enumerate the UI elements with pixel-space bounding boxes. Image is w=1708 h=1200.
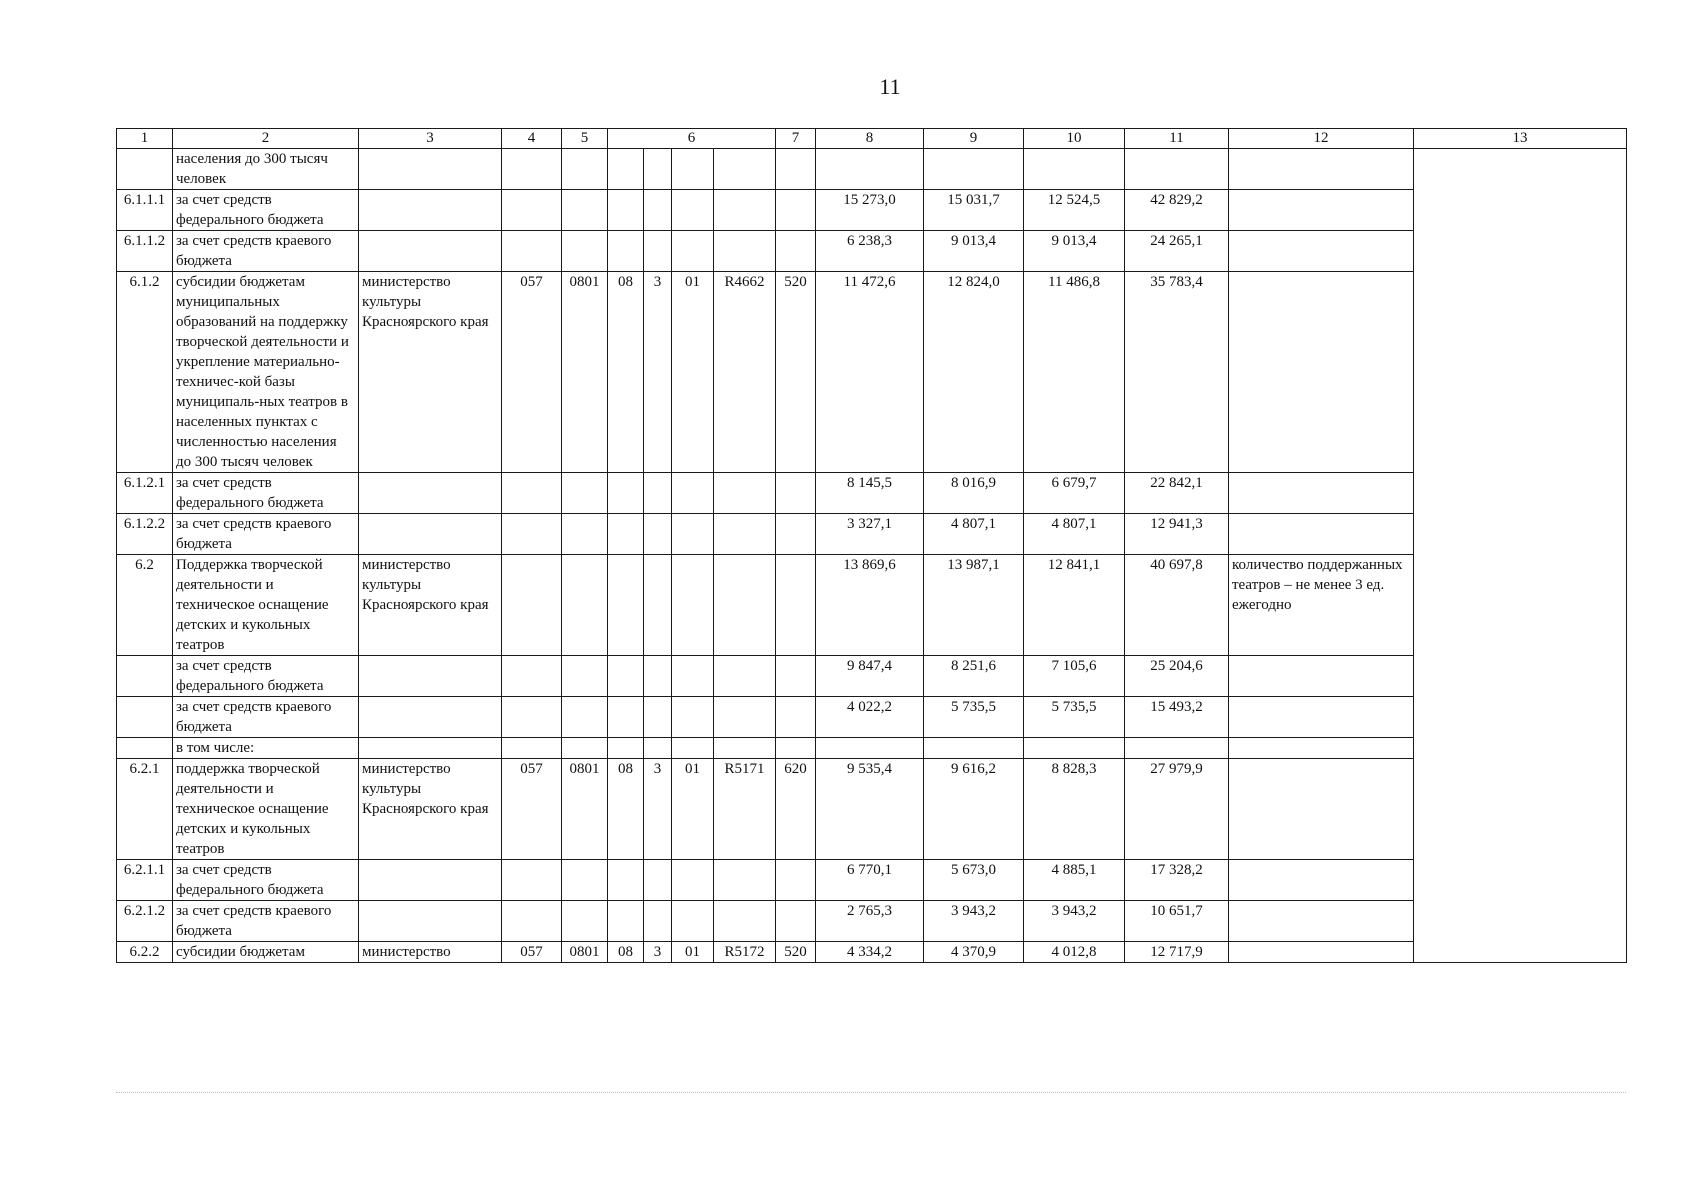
amount-col-10: 12 524,5 xyxy=(1024,190,1125,231)
amount-col-9: 12 824,0 xyxy=(924,272,1024,473)
code-col-6-program xyxy=(608,149,644,190)
header-col-2: 2 xyxy=(173,129,359,149)
code-col-5 xyxy=(562,231,608,272)
code-col-6-subprogram xyxy=(644,149,672,190)
amount-col-11: 12 717,9 xyxy=(1125,942,1229,963)
code-col-6-subprogram xyxy=(644,231,672,272)
header-col-8: 8 xyxy=(816,129,924,149)
code-col-6-event: 01 xyxy=(672,272,714,473)
code-col-6-program xyxy=(608,555,644,656)
code-col-7 xyxy=(776,738,816,759)
header-row xyxy=(117,129,1627,149)
amount-col-9: 3 943,2 xyxy=(924,901,1024,942)
code-col-6-program xyxy=(608,738,644,759)
code-col-6-direction xyxy=(714,473,776,514)
code-col-7: 520 xyxy=(776,942,816,963)
code-col-7 xyxy=(776,514,816,555)
code-col-4: 057 xyxy=(502,272,562,473)
code-col-6-event xyxy=(672,860,714,901)
code-col-5 xyxy=(562,901,608,942)
code-col-5 xyxy=(562,149,608,190)
expected-result xyxy=(1229,942,1414,963)
code-col-6-event xyxy=(672,231,714,272)
expected-result xyxy=(1229,759,1414,860)
responsible-department xyxy=(359,860,502,901)
code-col-5 xyxy=(562,514,608,555)
amount-col-9: 4 807,1 xyxy=(924,514,1024,555)
code-col-7 xyxy=(776,149,816,190)
row-number: 6.2.1.2 xyxy=(117,901,173,942)
code-col-5 xyxy=(562,860,608,901)
expected-result xyxy=(1229,231,1414,272)
amount-col-8: 11 472,6 xyxy=(816,272,924,473)
code-col-7 xyxy=(776,697,816,738)
code-col-4 xyxy=(502,656,562,697)
code-col-6-program xyxy=(608,190,644,231)
code-col-5 xyxy=(562,738,608,759)
amount-col-11: 15 493,2 xyxy=(1125,697,1229,738)
expected-result xyxy=(1229,656,1414,697)
code-col-6-direction: R4662 xyxy=(714,272,776,473)
row-number xyxy=(117,738,173,759)
amount-col-9: 5 735,5 xyxy=(924,697,1024,738)
code-col-4 xyxy=(502,860,562,901)
table-row xyxy=(117,697,1627,738)
amount-col-10: 11 486,8 xyxy=(1024,272,1125,473)
code-col-6-subprogram xyxy=(644,514,672,555)
amount-col-9: 8 016,9 xyxy=(924,473,1024,514)
code-col-6-direction xyxy=(714,901,776,942)
amount-col-11: 35 783,4 xyxy=(1125,272,1229,473)
code-col-5: 0801 xyxy=(562,759,608,860)
header-col-5: 5 xyxy=(562,129,608,149)
amount-col-11: 10 651,7 xyxy=(1125,901,1229,942)
amount-col-10: 7 105,6 xyxy=(1024,656,1125,697)
amount-col-10: 5 735,5 xyxy=(1024,697,1125,738)
amount-col-8: 3 327,1 xyxy=(816,514,924,555)
code-col-4 xyxy=(502,149,562,190)
responsible-department xyxy=(359,901,502,942)
event-name: Поддержка творческой деятельности и техническое оснащение детских и кукольных театров xyxy=(173,555,359,656)
amount-col-8 xyxy=(816,738,924,759)
event-name: за счет средств краевого бюджета xyxy=(173,697,359,738)
event-name: за счет средств краевого бюджета xyxy=(173,514,359,555)
code-col-4: 057 xyxy=(502,759,562,860)
row-number xyxy=(117,656,173,697)
budget-table xyxy=(116,128,1627,963)
table-row xyxy=(117,149,1627,190)
amount-col-9: 4 370,9 xyxy=(924,942,1024,963)
row-number: 6.2 xyxy=(117,555,173,656)
event-name: за счет средств краевого бюджета xyxy=(173,901,359,942)
row-number xyxy=(117,149,173,190)
code-col-5 xyxy=(562,473,608,514)
header-col-10: 10 xyxy=(1024,129,1125,149)
amount-col-9: 13 987,1 xyxy=(924,555,1024,656)
row-number: 6.2.2 xyxy=(117,942,173,963)
code-col-6-subprogram xyxy=(644,555,672,656)
code-col-6-program xyxy=(608,860,644,901)
code-col-4 xyxy=(502,514,562,555)
responsible-department: министерство xyxy=(359,942,502,963)
responsible-department xyxy=(359,231,502,272)
code-col-6-subprogram: 3 xyxy=(644,759,672,860)
code-col-6-direction xyxy=(714,231,776,272)
amount-col-8 xyxy=(816,149,924,190)
event-name: поддержка творческой деятельности и техническое оснащение детских и кукольных театров xyxy=(173,759,359,860)
code-col-6-event xyxy=(672,514,714,555)
amount-col-8: 4 022,2 xyxy=(816,697,924,738)
table-row xyxy=(117,942,1627,963)
responsible-department: министерство культуры Красноярского края xyxy=(359,555,502,656)
row-number: 6.1.2.2 xyxy=(117,514,173,555)
code-col-7 xyxy=(776,860,816,901)
code-col-6-event xyxy=(672,738,714,759)
code-col-6-event xyxy=(672,473,714,514)
code-col-6-direction: R5172 xyxy=(714,942,776,963)
amount-col-10: 4 012,8 xyxy=(1024,942,1125,963)
row-number: 6.1.2.1 xyxy=(117,473,173,514)
header-col-12: 12 xyxy=(1229,129,1414,149)
code-col-7: 620 xyxy=(776,759,816,860)
code-col-6-program: 08 xyxy=(608,759,644,860)
table-row xyxy=(117,231,1627,272)
code-col-4 xyxy=(502,231,562,272)
event-name: за счет средств федерального бюджета xyxy=(173,860,359,901)
amount-col-11: 24 265,1 xyxy=(1125,231,1229,272)
expected-result xyxy=(1229,697,1414,738)
code-col-4 xyxy=(502,738,562,759)
row-number: 6.2.1.1 xyxy=(117,860,173,901)
code-col-6-direction xyxy=(714,860,776,901)
code-col-6-direction xyxy=(714,738,776,759)
code-col-5 xyxy=(562,190,608,231)
amount-col-10: 8 828,3 xyxy=(1024,759,1125,860)
code-col-6-direction xyxy=(714,555,776,656)
code-col-6-program xyxy=(608,231,644,272)
amount-col-10: 12 841,1 xyxy=(1024,555,1125,656)
header-col-11: 11 xyxy=(1125,129,1229,149)
code-col-6-program xyxy=(608,514,644,555)
amount-col-11: 27 979,9 xyxy=(1125,759,1229,860)
notes-col-13 xyxy=(1414,149,1627,963)
code-col-6-program xyxy=(608,656,644,697)
code-col-6-event xyxy=(672,190,714,231)
responsible-department xyxy=(359,190,502,231)
code-col-5 xyxy=(562,656,608,697)
expected-result xyxy=(1229,860,1414,901)
amount-col-11 xyxy=(1125,738,1229,759)
code-col-7 xyxy=(776,190,816,231)
responsible-department xyxy=(359,473,502,514)
amount-col-9 xyxy=(924,738,1024,759)
code-col-6-subprogram: 3 xyxy=(644,942,672,963)
code-col-6-subprogram: 3 xyxy=(644,272,672,473)
amount-col-8: 13 869,6 xyxy=(816,555,924,656)
table-row xyxy=(117,555,1627,656)
code-col-6-program xyxy=(608,697,644,738)
amount-col-10 xyxy=(1024,149,1125,190)
amount-col-10 xyxy=(1024,738,1125,759)
amount-col-9: 9 616,2 xyxy=(924,759,1024,860)
amount-col-8: 15 273,0 xyxy=(816,190,924,231)
code-col-6-event: 01 xyxy=(672,759,714,860)
expected-result xyxy=(1229,149,1414,190)
row-number: 6.1.2 xyxy=(117,272,173,473)
code-col-6-direction xyxy=(714,190,776,231)
table-row xyxy=(117,514,1627,555)
code-col-5 xyxy=(562,555,608,656)
code-col-6-event xyxy=(672,555,714,656)
code-col-4: 057 xyxy=(502,942,562,963)
event-name: за счет средств федерального бюджета xyxy=(173,656,359,697)
responsible-department xyxy=(359,738,502,759)
code-col-4 xyxy=(502,473,562,514)
code-col-6-subprogram xyxy=(644,860,672,901)
expected-result xyxy=(1229,473,1414,514)
responsible-department xyxy=(359,149,502,190)
code-col-6-direction xyxy=(714,149,776,190)
amount-col-10: 9 013,4 xyxy=(1024,231,1125,272)
header-col-7: 7 xyxy=(776,129,816,149)
header-col-6: 6 xyxy=(608,129,776,149)
table-body xyxy=(117,149,1627,963)
code-col-6-event xyxy=(672,656,714,697)
table-row xyxy=(117,759,1627,860)
amount-col-8: 9 535,4 xyxy=(816,759,924,860)
code-col-5 xyxy=(562,697,608,738)
amount-col-10: 4 807,1 xyxy=(1024,514,1125,555)
code-col-4 xyxy=(502,555,562,656)
code-col-6-event xyxy=(672,901,714,942)
amount-col-11 xyxy=(1125,149,1229,190)
event-name: за счет средств федерального бюджета xyxy=(173,190,359,231)
row-number: 6.1.1.2 xyxy=(117,231,173,272)
amount-col-10: 3 943,2 xyxy=(1024,901,1125,942)
table-row xyxy=(117,860,1627,901)
expected-result xyxy=(1229,190,1414,231)
amount-col-9: 8 251,6 xyxy=(924,656,1024,697)
expected-result xyxy=(1229,901,1414,942)
code-col-6-subprogram xyxy=(644,656,672,697)
code-col-6-subprogram xyxy=(644,697,672,738)
code-col-6-event: 01 xyxy=(672,942,714,963)
amount-col-11: 17 328,2 xyxy=(1125,860,1229,901)
code-col-6-subprogram xyxy=(644,901,672,942)
header-col-13: 13 xyxy=(1414,129,1627,149)
responsible-department xyxy=(359,656,502,697)
event-name: за счет средств федерального бюджета xyxy=(173,473,359,514)
code-col-6-event xyxy=(672,149,714,190)
code-col-6-program xyxy=(608,901,644,942)
table-row xyxy=(117,190,1627,231)
responsible-department: министерство культуры Красноярского края xyxy=(359,759,502,860)
amount-col-8: 4 334,2 xyxy=(816,942,924,963)
code-col-6-subprogram xyxy=(644,738,672,759)
amount-col-8: 8 145,5 xyxy=(816,473,924,514)
expected-result xyxy=(1229,738,1414,759)
code-col-7 xyxy=(776,656,816,697)
responsible-department xyxy=(359,697,502,738)
row-number: 6.1.1.1 xyxy=(117,190,173,231)
code-col-4 xyxy=(502,901,562,942)
code-col-7: 520 xyxy=(776,272,816,473)
code-col-6-direction xyxy=(714,656,776,697)
expected-result xyxy=(1229,272,1414,473)
amount-col-11: 42 829,2 xyxy=(1125,190,1229,231)
code-col-6-event xyxy=(672,697,714,738)
amount-col-10: 4 885,1 xyxy=(1024,860,1125,901)
code-col-5: 0801 xyxy=(562,942,608,963)
code-col-6-direction xyxy=(714,514,776,555)
event-name: в том числе: xyxy=(173,738,359,759)
event-name: субсидии бюджетам муниципальных образований на поддержку творческой деятельности и укрепление материально-техничес-кой базы муниципаль-ных театров в населенных пунктах с численностью населения до 300 тысяч человек xyxy=(173,272,359,473)
code-col-7 xyxy=(776,473,816,514)
code-col-4 xyxy=(502,190,562,231)
code-col-5: 0801 xyxy=(562,272,608,473)
amount-col-11: 22 842,1 xyxy=(1125,473,1229,514)
page-number: 11 xyxy=(879,74,901,99)
code-col-7 xyxy=(776,555,816,656)
code-col-7 xyxy=(776,901,816,942)
header-col-1: 1 xyxy=(117,129,173,149)
expected-result xyxy=(1229,514,1414,555)
amount-col-8: 2 765,3 xyxy=(816,901,924,942)
table-row xyxy=(117,272,1627,473)
event-name: за счет средств краевого бюджета xyxy=(173,231,359,272)
header-col-4: 4 xyxy=(502,129,562,149)
code-col-4 xyxy=(502,697,562,738)
responsible-department: министерство культуры Красноярского края xyxy=(359,272,502,473)
amount-col-11: 12 941,3 xyxy=(1125,514,1229,555)
row-number: 6.2.1 xyxy=(117,759,173,860)
code-col-6-program: 08 xyxy=(608,272,644,473)
header-col-9: 9 xyxy=(924,129,1024,149)
header-col-3: 3 xyxy=(359,129,502,149)
table-row xyxy=(117,738,1627,759)
table-row xyxy=(117,473,1627,514)
page-edge-dots xyxy=(116,1092,1626,1095)
amount-col-9: 5 673,0 xyxy=(924,860,1024,901)
amount-col-8: 9 847,4 xyxy=(816,656,924,697)
code-col-7 xyxy=(776,231,816,272)
event-name: субсидии бюджетам xyxy=(173,942,359,963)
row-number xyxy=(117,697,173,738)
amount-col-9 xyxy=(924,149,1024,190)
expected-result: количество поддержанных театров – не менее 3 ед. ежегодно xyxy=(1229,555,1414,656)
code-col-6-program: 08 xyxy=(608,942,644,963)
amount-col-8: 6 238,3 xyxy=(816,231,924,272)
code-col-6-subprogram xyxy=(644,190,672,231)
code-col-6-subprogram xyxy=(644,473,672,514)
code-col-6-direction xyxy=(714,697,776,738)
amount-col-10: 6 679,7 xyxy=(1024,473,1125,514)
code-col-6-direction: R5171 xyxy=(714,759,776,860)
table-row xyxy=(117,901,1627,942)
amount-col-9: 15 031,7 xyxy=(924,190,1024,231)
code-col-6-program xyxy=(608,473,644,514)
responsible-department xyxy=(359,514,502,555)
amount-col-8: 6 770,1 xyxy=(816,860,924,901)
event-name: населения до 300 тысяч человек xyxy=(173,149,359,190)
amount-col-11: 25 204,6 xyxy=(1125,656,1229,697)
amount-col-9: 9 013,4 xyxy=(924,231,1024,272)
amount-col-11: 40 697,8 xyxy=(1125,555,1229,656)
table-row xyxy=(117,656,1627,697)
